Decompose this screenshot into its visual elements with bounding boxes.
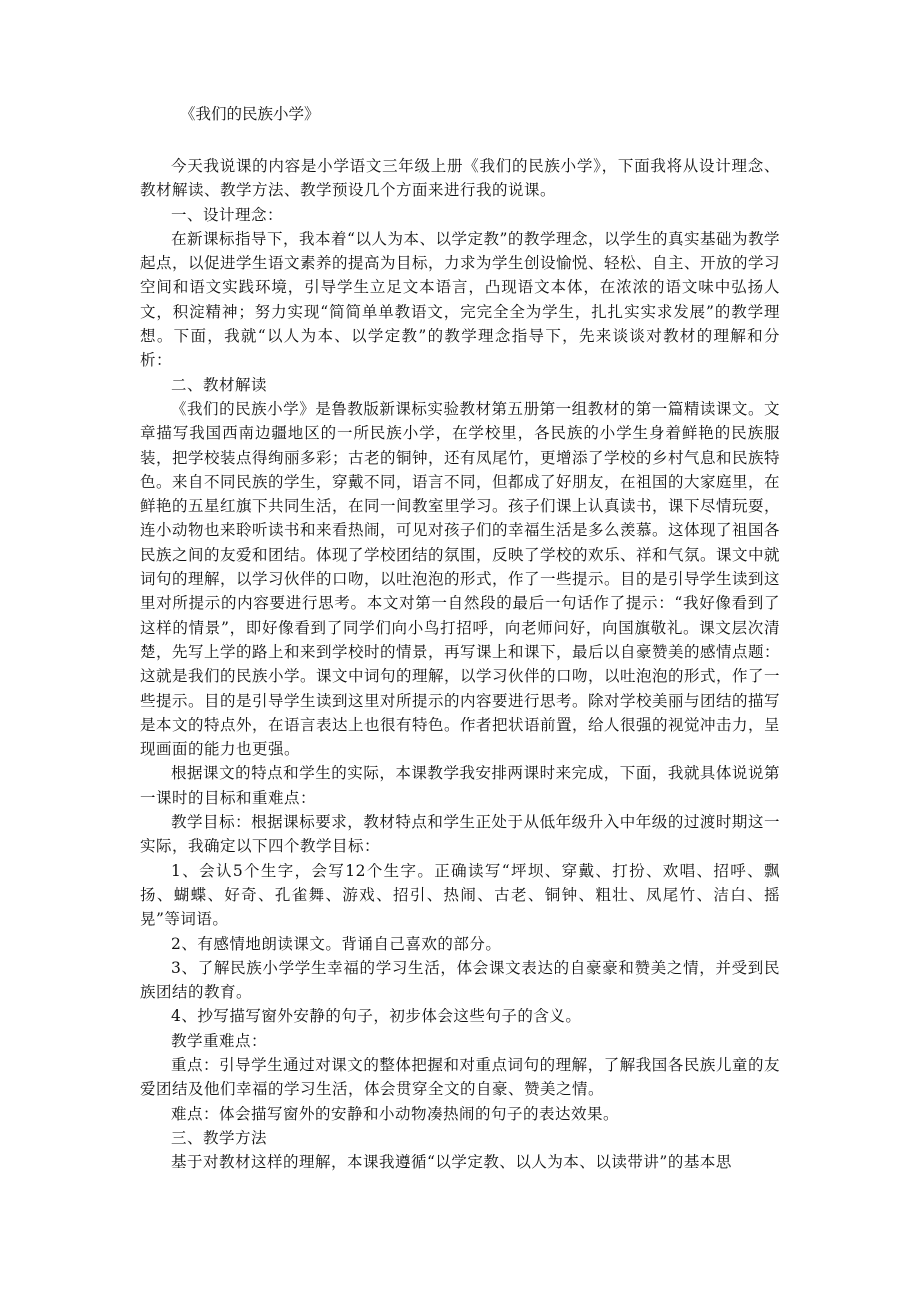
teaching-goals-paragraph: 教学目标：根据课标要求，教材特点和学生正处于从低年级升入中年级的过渡时期这一实际，我确定以下四个教学目标：	[140, 813, 780, 856]
textbook-analysis-paragraph: 《我们的民族小学》是鲁教版新课标实验教材第五册第一组教材的第一篇精读课文。文章描写我国西南边疆地区的一所民族小学，在学校里，各民族的小学生身着鲜艳的民族服装，把学校装点得绚丽多彩；古老的铜钟，还有凤尾竹，更增添了学校的乡村气息和民族特色。来自不同民族的学生，穿戴不同，语言不同，但都成了好朋友，在祖国的大家庭里，在鲜艳的五星红旗下共同生活，在同一间教室里学习。孩子们课上认真读书，课下尽情玩耍，连小动物也来聆听读书和来看热闹，可见对孩子们的幸福生活是多么羡慕。这体现了祖国各民族之间的友爱和团结。体现了学校团结的氛围，反映了学校的欢乐、祥和气氛。课文中就词句的理解，以学习伙伴的口吻，以吐泡泡的形式，作了一些提示。目的是引导学生读到这里对所提示的内容要进行思考。本文对第一自然段的最后一句话作了提示：“我好像看到了这样的情景”，即好像看到了同学们向小鸟打招呼，向老师问好，向国旗敬礼。课文层次清楚，先写上学的路上和来到学校时的情景，再写课上和课下，最后以自豪赞美的感情点题：这就是我们的民族小学。课文中词句的理解，以学习伙伴的口吻，以吐泡泡的形式，作了一些提示。目的是引导学生读到这里对所提示的内容要进行思考。除对学校美丽与团结的描写是本文的特点外，在语言表达上也很有特色。作者把状语前置，给人很强的视觉冲击力，呈现画面的能力也更强。	[140, 399, 781, 759]
goal-item-3: 3、了解民族小学学生幸福的学习生活，体会课文表达的自豪豪和赞美之情，并受到民族团结的教育。	[140, 958, 780, 1002]
teaching-method-paragraph: 基于对教材这样的理解，本课我遵循“以学定教、以人为本、以读带讲”的基本思	[171, 1153, 732, 1172]
section-heading-design-concept: 一、设计理念：	[171, 205, 284, 224]
section-heading-textbook-analysis: 二、教材解读	[171, 375, 268, 394]
intro-paragraph: 今天我说课的内容是小学语文三年级上册《我们的民族小学》，下面我将从设计理念、教材解读、教学方法、教学预设几个方面来进行我的说课。	[140, 157, 780, 200]
goal-item-1: 1、会认5个生字，会写12个生字。正确读写“坪坝、穿戴、打扮、欢唱、招呼、飘扬、蝴蝶、好奇、孔雀舞、游戏、招引、热闹、古老、铜钟、粗壮、凤尾竹、洁白、摇晃”等词语。	[140, 861, 780, 929]
lesson-arrangement-paragraph: 根据课文的特点和学生的实际，本课教学我安排两课时来完成，下面，我就具体说说第一课时的目标和重难点：	[140, 764, 780, 807]
key-difficulties-heading: 教学重难点：	[171, 1031, 268, 1050]
goal-item-2: 2、有感情地朗读课文。背诵自己喜欢的部分。	[171, 934, 502, 953]
design-concept-paragraph: 在新课标指导下，我本着“以人为本、以学定教”的教学理念，以学生的真实基础为教学起点，以促进学生语文素养的提高为目标，力求为学生创设愉悦、轻松、自主、开放的学习空间和语文实践环境，引导学生立足文本语言，凸现语文本体，在浓浓的语文味中弘扬人文，积淀精神；努力实现“简简单单教语文，完完全全为学生，扎扎实实求发展”的教学理想。下面，我就“以人为本、以学定教”的教学理念指导下，先来谈谈对教材的理解和分析：	[140, 229, 781, 370]
title-spacer	[140, 128, 780, 154]
section-heading-teaching-method: 三、教学方法	[171, 1128, 268, 1147]
difficulty-paragraph: 难点：体会描写窗外的安静和小动物凑热闹的句子的表达效果。	[171, 1104, 620, 1123]
key-point-paragraph: 重点：引导学生通过对课文的整体把握和对重点词句的理解，了解我国各民族儿童的友爱团结及他们幸福的学习生活，体会贯穿全文的自豪、赞美之情。	[140, 1055, 780, 1099]
document-title: 《我们的民族小学》	[180, 105, 320, 123]
goal-item-4: 4、抄写描写窗外安静的句子，初步体会这些句子的含义。	[171, 1007, 582, 1026]
document-page	[140, 100, 780, 1174]
